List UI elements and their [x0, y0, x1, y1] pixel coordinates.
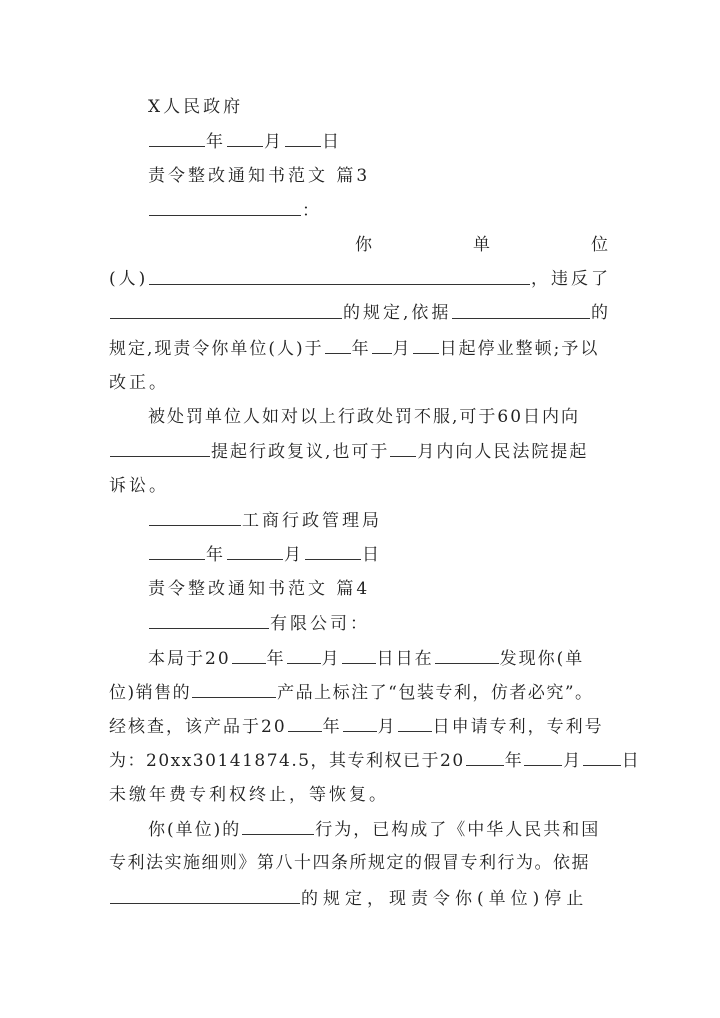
blank	[325, 331, 351, 354]
section3-addressee	[148, 193, 611, 227]
text: (人)	[109, 269, 149, 289]
blank	[227, 537, 283, 560]
para1-line3	[109, 296, 611, 330]
text: 经核查，该产品于20	[109, 717, 287, 737]
text: 诉讼。	[109, 476, 169, 496]
text: 日	[362, 545, 382, 565]
text: 日	[621, 751, 641, 771]
text: 你(单位)的	[148, 820, 242, 840]
text: 日起停业整顿;予以	[439, 339, 600, 359]
text: 工商行政管理局	[242, 511, 382, 531]
para1-line5	[109, 366, 611, 400]
text: 月内向人民法院提起	[417, 442, 589, 462]
text: 未缴年费专利权终止，等恢复。	[109, 785, 389, 805]
text: 专利法实施细则》第八十四条所规定的假冒专利行为。依据	[109, 853, 590, 873]
para2-line1	[148, 400, 611, 434]
section3-heading	[148, 159, 611, 193]
signature-date	[148, 124, 611, 158]
text: 产品上标注了“包装专利，仿者必究”。	[277, 683, 594, 703]
para2-line3	[109, 469, 611, 503]
text: 日日在	[376, 649, 434, 669]
word: 单	[473, 235, 493, 255]
blank	[110, 881, 300, 904]
blank	[305, 537, 361, 560]
s4-para1-line3	[109, 709, 611, 743]
text: 的规定，现责令你(单位)停止	[301, 889, 589, 909]
blank	[398, 709, 432, 732]
blank	[372, 331, 392, 354]
signature-org-text: X人民政府	[148, 97, 244, 117]
text: 本局于20	[148, 649, 231, 669]
blank	[435, 641, 499, 664]
blank-name	[149, 262, 530, 285]
text: 月	[392, 339, 412, 359]
s4-para1-line1	[148, 641, 611, 675]
blank	[287, 641, 321, 664]
text: 月	[377, 717, 397, 737]
closing-org	[148, 503, 611, 537]
heading-text: 责令整改通知书范文 篇3	[148, 166, 371, 186]
blank	[342, 641, 376, 664]
blank	[524, 743, 562, 766]
blank-regulation	[110, 296, 342, 319]
para1-line4	[109, 331, 611, 365]
blank	[110, 434, 210, 457]
text: 为：20xx30141874.5，其专利权已于20	[109, 751, 465, 771]
text: 年	[351, 339, 371, 359]
text: 行为，已构成了《中华人民共和国	[315, 820, 601, 840]
blank-month	[227, 124, 263, 147]
heading-text: 责令整改通知书范文 篇4	[148, 579, 371, 599]
text: ，违反了	[531, 269, 611, 289]
para1-line1	[355, 228, 611, 262]
blank-addressee	[149, 193, 301, 216]
word: 你	[355, 235, 375, 255]
para2-line2	[109, 434, 611, 468]
text: 月	[563, 751, 582, 771]
text: 提起行政复议,也可于	[211, 442, 390, 462]
blank-year	[149, 124, 205, 147]
text: 被处罚单位人如对以上行政处罚不服,可于60日内向	[148, 407, 581, 427]
blank	[232, 641, 266, 664]
blank	[288, 709, 322, 732]
text: 的	[591, 303, 611, 323]
signature-org	[148, 90, 611, 124]
section4-heading	[148, 572, 611, 606]
section4-addressee	[148, 606, 611, 640]
text: 月	[321, 649, 341, 669]
closing-date	[148, 537, 611, 571]
s4-para2-line1	[148, 812, 611, 846]
text: 年	[322, 717, 342, 737]
blank	[343, 709, 377, 732]
s4-para2-line3	[109, 881, 611, 915]
text: 年	[206, 545, 226, 565]
s4-para1-line4	[109, 743, 641, 777]
blank	[149, 606, 269, 629]
s4-para1-line2	[109, 675, 611, 709]
blank	[390, 434, 416, 457]
year-label: 年	[206, 132, 226, 152]
para1-line2	[109, 262, 611, 296]
text: 月	[284, 545, 304, 565]
text: 日申请专利，专利号	[432, 717, 604, 737]
blank-day	[285, 124, 321, 147]
s4-para1-line5	[109, 778, 611, 812]
blank	[413, 331, 439, 354]
text: 有限公司：	[270, 614, 370, 634]
s4-para2-line2	[109, 846, 611, 880]
blank	[583, 743, 621, 766]
text: 年	[504, 751, 524, 771]
word: 位	[591, 235, 611, 255]
blank	[149, 503, 241, 526]
month-label: 月	[264, 132, 284, 152]
day-label: 日	[322, 132, 342, 152]
text: 的规定,依据	[343, 303, 452, 323]
text: 年	[266, 649, 286, 669]
blank	[192, 675, 276, 698]
blank	[466, 743, 504, 766]
text: 发现你(单	[499, 649, 585, 669]
blank-basis	[452, 296, 590, 319]
blank	[149, 537, 205, 560]
blank	[242, 812, 314, 835]
text: 改正。	[109, 373, 169, 393]
text: 规定,现责令你单位(人)于	[109, 339, 324, 359]
text: 位)销售的	[109, 683, 192, 703]
colon: ：	[302, 201, 322, 221]
